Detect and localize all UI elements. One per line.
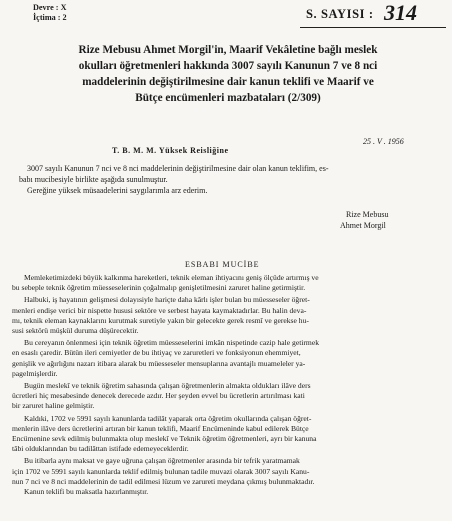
paragraph-line: Bu cereyanın önlenmesi için teknik öğretim müesseselerini imkân nispetinde cazip hale getirmek: [24, 338, 320, 348]
letter-body: [19, 163, 439, 197]
paragraph-line: nun 7 nci ve 8 nci maddelerinin de tadil edilmesi lüzum ve zarureti meydana çıkmış bulunmaktadır.: [12, 476, 315, 486]
paragraph-line: menleri endişe verici bir nispette hususi sektöre ve serbest hayata kaymaktadırlar. Bu halin deva-: [12, 305, 307, 315]
paragraph-line: Kaldıki, 1702 ve 5991 sayılı kanunlarda tadilât yaparak orta öğretim okullarında çalışan öğret-: [24, 413, 312, 423]
paragraph-line: Halbuki, iş hayatının gelişmesi dolayısiyle hariçte daha kârlı işler bulan bu müesseseler öğret-: [24, 295, 310, 305]
paragraph-line: bir zaruret haline gelmiştir.: [12, 401, 95, 411]
sayisi-label: S. SAYISI :: [306, 7, 374, 21]
letter-date: 25 . V . 1956: [363, 137, 404, 146]
paragraph-line: bu sebeple teknik öğretim müesseselerinin çoğalmalıp genişletilmesini zaruret haline getirmiştir.: [12, 283, 306, 293]
sayisi-number: 314: [384, 0, 417, 25]
document-title: [8, 42, 448, 106]
paragraph-line: Encümenine sevk edilmiş bulunmakta olup meslekî ve Teknik öğretim öğretmenleri, ayrı bir kanuna: [12, 434, 317, 444]
paragraph-line: Memleketimizdeki büyük kalkınma hareketleri, teknik eleman ihtiyacını geniş ölçüde artırmış ve: [24, 273, 319, 282]
paragraph-line: en esaslı çaredir. Bütün ileri cemiyetler de bu ihtiyaç ve zaruretleri ve fonksiyonun ehemmiyet,: [12, 348, 301, 358]
title-line: okulları öğretmenleri hakkında 3007 sayılı Kanunun 7 ve 8 nci: [78, 60, 378, 72]
paragraph-line: pagelmişlerdir.: [12, 368, 58, 378]
paragraph-line: Kanun teklifi bu maksatla hazırlanmıştır.: [24, 487, 149, 497]
paragraph-line: ücretleri hiç mesabesinde denecek derecede azdır. Her şeyden evvel bu ücretlerin artırılması kati: [12, 391, 305, 401]
paragraph-line: mı, teknik eleman kaynaklarını kurutmak suretiyle yakın bir gelecekte gerek resmî ve gerekse hu-: [12, 315, 309, 325]
signature-title: Rize Mebusu: [346, 210, 389, 219]
section-title: ESBABI MUCİBE: [185, 260, 260, 269]
esbabi-mucibe-body: [12, 273, 440, 497]
header-rule: [300, 27, 446, 28]
paragraph-line: tâbi olduklarından bu tadilâttan istifade edemeyeceklerdir.: [12, 444, 189, 454]
addressee: T. B. M. M. Yüksek Reisliğine: [112, 146, 229, 155]
title-line: Rize Mebusu Ahmet Morgil'in, Maarif Vekâletine bağlı meslek: [78, 44, 378, 56]
paragraph-line: susi sektörü müşkül duruma düşürecektir.: [12, 326, 139, 336]
paragraph-line: menlerin ilâve ders ücretlerini artıran bir kanun teklifi, Maarif Encümeninde kabul edilerek Bütçe: [12, 423, 309, 433]
signature: [340, 209, 388, 231]
devre-label: Devre : X: [33, 3, 67, 12]
title-line: Bütçe encümenleri mazbataları (2/309): [135, 92, 321, 104]
paragraph-line: Bu itibarla aynı maksat ve gaye uğruna çalışan öğretmenler arasında bir tefrik yaratmamak: [24, 456, 300, 466]
letter-line: Gereğine yüksek müsaadelerini saygılarımla arz ederim.: [27, 186, 208, 196]
letter-line: 3007 sayılı Kanunun 7 nci ve 8 nci maddelerinin değiştirilmesine dair olan kanun teklifim, es-: [27, 164, 329, 173]
paragraph-line: Bugün meslekî ve teknik öğretim sahasında çalışan öğretmenlerin almakta oldukları ilâve ders: [24, 381, 311, 391]
session-info: [33, 3, 67, 23]
paragraph-line: için 1702 ve 5991 sayılı kanunlarda teklif edilmiş bulunan tadile muvazi olarak 3007 sayılı Kanu-: [12, 466, 310, 476]
ictima-label: İçtima : 2: [33, 13, 67, 22]
title-line: maddelerinin değiştirilmesine dair kanun teklifi ve Maarif ve: [82, 76, 374, 88]
paragraph-line: genişlik ve ağırlığını nazarı itibara alarak bu müesseseler mensuplarına avantajlı muameleler ya-: [12, 358, 306, 368]
letter-line: babı mucibesiyle birlikte aşağıda sunulmuştur.: [19, 175, 168, 185]
signature-name: Ahmet Morgil: [340, 221, 386, 231]
